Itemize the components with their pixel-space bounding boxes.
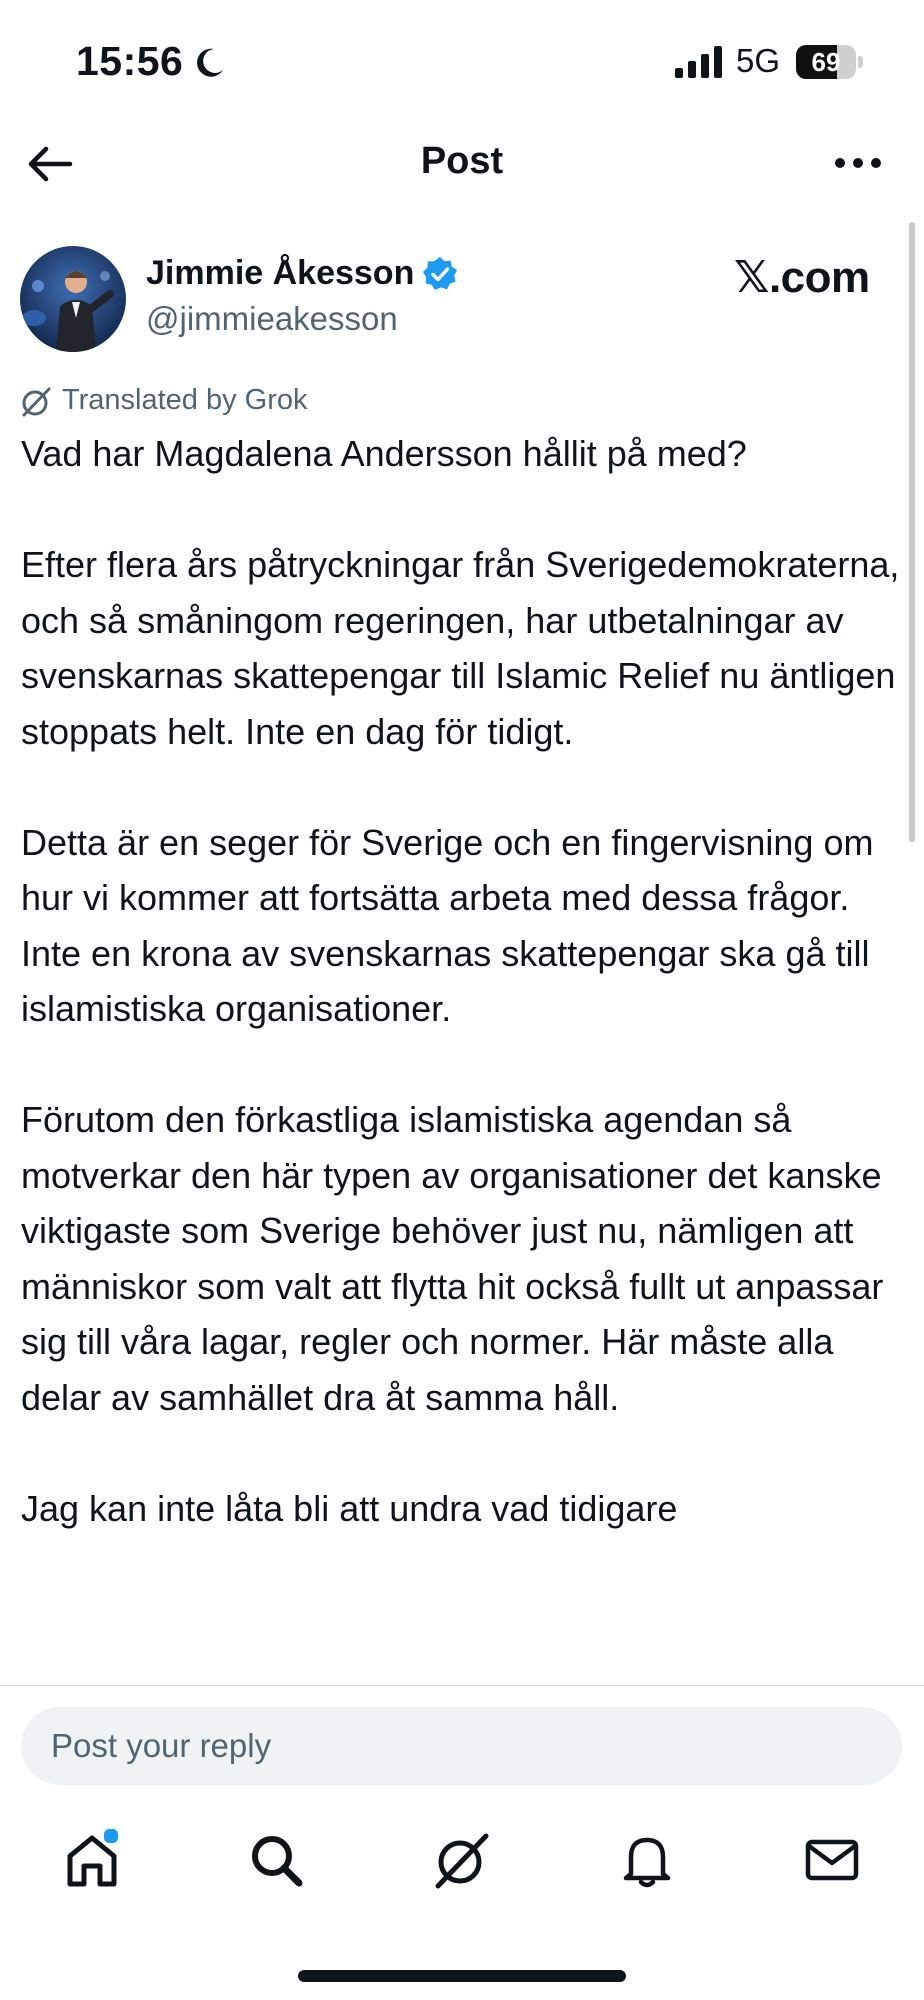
page-title: Post xyxy=(420,140,504,182)
status-time: 15:56 xyxy=(76,38,184,84)
grok-icon xyxy=(20,386,52,418)
signal-icon xyxy=(675,46,723,78)
grok-icon xyxy=(432,1830,492,1890)
battery-level: 69 xyxy=(811,47,841,77)
tab-bar xyxy=(0,1800,924,2000)
messages-icon xyxy=(802,1830,862,1890)
verified-badge-icon xyxy=(422,256,458,292)
reply-placeholder: Post your reply xyxy=(51,1727,272,1764)
notification-dot xyxy=(102,1827,120,1845)
tab-search[interactable] xyxy=(246,1830,306,1890)
status-bar xyxy=(0,0,924,120)
notifications-icon xyxy=(617,1830,677,1890)
moon-icon xyxy=(192,46,226,80)
search-icon xyxy=(246,1830,306,1890)
reply-bar xyxy=(0,1685,924,1801)
reply-input[interactable] xyxy=(21,1707,902,1785)
home-indicator[interactable] xyxy=(298,1970,626,1982)
avatar[interactable] xyxy=(20,246,126,352)
post-paragraph: Jag kan inte låta bli att undra vad tidigare xyxy=(21,1487,678,1529)
tab-grok[interactable] xyxy=(432,1830,492,1890)
author-handle[interactable]: @jimmieakesson xyxy=(146,300,398,337)
author-name[interactable]: Jimmie Åkesson xyxy=(146,254,415,292)
battery-icon xyxy=(796,45,864,79)
translated-by-grok: Translated by Grok xyxy=(62,384,308,416)
post-paragraph: Efter flera års påtryckningar från Sverigedemokraterna, och så småningom regeringen, har utbetalningar av svenskarnas skattepengar till Islamic Relief nu äntligen stoppats helt. Inte en dag för tidigt. xyxy=(21,544,900,752)
tab-notifications[interactable] xyxy=(617,1830,677,1890)
nav-header xyxy=(0,120,924,210)
network-type: 5G xyxy=(736,42,781,79)
post-paragraph: Vad har Magdalena Andersson hållit på med? xyxy=(21,433,747,474)
x-com-logo: 𝕏.com xyxy=(734,253,870,302)
post-paragraph: Förutom den förkastliga islamistiska agendan så motverkar den här typen av organisationer det kanske viktigaste som Sverige behöver just nu, nämligen att människor som valt att flytta hit också fullt ut anpassar sig till våra lagar, regler och normer. Här måste alla delar av samhället dra åt samma håll. xyxy=(21,1099,884,1418)
post-text xyxy=(21,426,911,1592)
tab-home[interactable] xyxy=(62,1830,122,1890)
post-paragraph: Detta är en seger för Sverige och en fingervisning om hur vi kommer att fortsätta arbeta med dessa frågor. Inte en krona av svenskarnas skattepengar ska gå till islamistiska organisationer. xyxy=(21,821,874,1029)
more-options-icon[interactable] xyxy=(832,148,884,178)
tab-messages[interactable] xyxy=(802,1830,862,1890)
